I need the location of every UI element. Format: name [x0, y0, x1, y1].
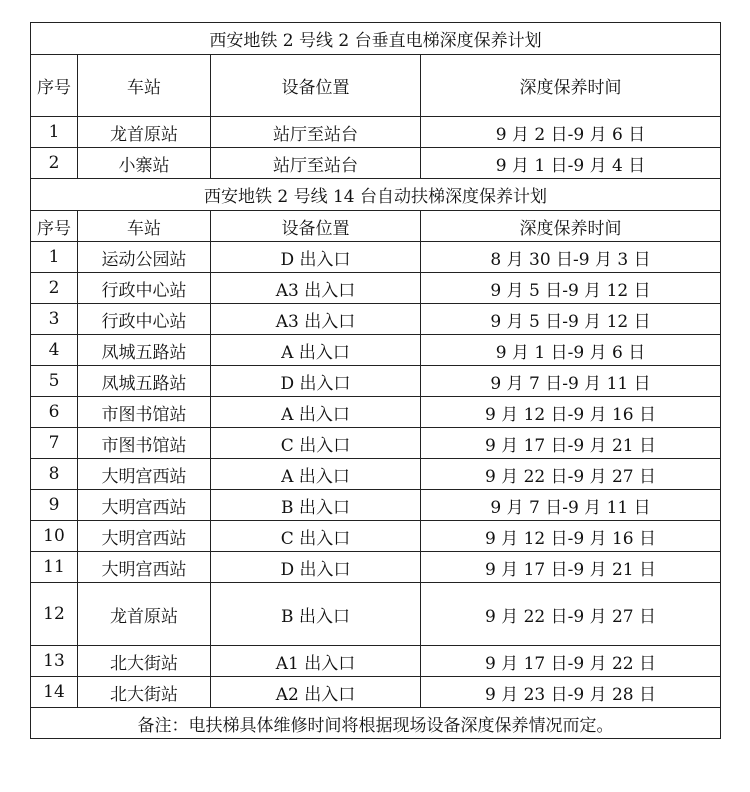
row-location: A 出入口 — [211, 335, 421, 366]
row-location: A2 出入口 — [211, 677, 421, 708]
row-time: 9 月 23 日-9 月 28 日 — [421, 677, 721, 708]
row-time: 9 月 12 日-9 月 16 日 — [421, 521, 721, 552]
header-index: 序号 — [31, 211, 78, 242]
table-row — [31, 459, 721, 490]
row-index: 10 — [31, 521, 78, 552]
table-row — [31, 552, 721, 583]
table-row — [31, 646, 721, 677]
header-station: 车站 — [78, 55, 211, 117]
row-index: 5 — [31, 366, 78, 397]
row-station: 北大街站 — [78, 646, 211, 677]
row-location: D 出入口 — [211, 242, 421, 273]
table-row — [31, 117, 721, 148]
row-station: 市图书馆站 — [78, 397, 211, 428]
table-row — [31, 335, 721, 366]
row-time: 9 月 1 日-9 月 6 日 — [421, 335, 721, 366]
row-station: 市图书馆站 — [78, 428, 211, 459]
row-station: 小寨站 — [78, 148, 211, 179]
row-station: 大明宫西站 — [78, 459, 211, 490]
row-index: 4 — [31, 335, 78, 366]
row-time: 8 月 30 日-9 月 3 日 — [421, 242, 721, 273]
elevator-plan-title-row — [31, 23, 721, 55]
row-station: 凤城五路站 — [78, 335, 211, 366]
row-station: 行政中心站 — [78, 273, 211, 304]
row-station: 大明宫西站 — [78, 521, 211, 552]
row-index: 12 — [31, 583, 78, 646]
row-location: B 出入口 — [211, 490, 421, 521]
escalator-header-row — [31, 211, 721, 242]
row-station: 凤城五路站 — [78, 366, 211, 397]
header-location: 设备位置 — [211, 211, 421, 242]
row-index: 2 — [31, 273, 78, 304]
row-time: 9 月 22 日-9 月 27 日 — [421, 583, 721, 646]
escalator-plan-title-row — [31, 179, 721, 211]
row-location: D 出入口 — [211, 552, 421, 583]
row-location: 站厅至站台 — [211, 148, 421, 179]
table-row — [31, 428, 721, 459]
footnote: 备注：电扶梯具体维修时间将根据现场设备深度保养情况而定。 — [31, 708, 721, 739]
table-row — [31, 366, 721, 397]
table-row — [31, 521, 721, 552]
elevator-plan-title: 西安地铁 2 号线 2 台垂直电梯深度保养计划 — [31, 23, 721, 55]
row-time: 9 月 5 日-9 月 12 日 — [421, 273, 721, 304]
elevator-header-row — [31, 55, 721, 117]
row-location: C 出入口 — [211, 428, 421, 459]
row-index: 6 — [31, 397, 78, 428]
table-row — [31, 490, 721, 521]
row-index: 13 — [31, 646, 78, 677]
escalator-plan-title: 西安地铁 2 号线 14 台自动扶梯深度保养计划 — [31, 179, 721, 211]
row-station: 运动公园站 — [78, 242, 211, 273]
row-time: 9 月 17 日-9 月 21 日 — [421, 428, 721, 459]
row-time: 9 月 22 日-9 月 27 日 — [421, 459, 721, 490]
table-row — [31, 304, 721, 335]
table-row — [31, 148, 721, 179]
header-time: 深度保养时间 — [421, 211, 721, 242]
row-time: 9 月 17 日-9 月 22 日 — [421, 646, 721, 677]
row-time: 9 月 17 日-9 月 21 日 — [421, 552, 721, 583]
row-station: 北大街站 — [78, 677, 211, 708]
note-row — [31, 708, 721, 739]
row-station: 大明宫西站 — [78, 552, 211, 583]
row-location: A3 出入口 — [211, 273, 421, 304]
header-station: 车站 — [78, 211, 211, 242]
row-location: D 出入口 — [211, 366, 421, 397]
row-index: 2 — [31, 148, 78, 179]
row-location: A 出入口 — [211, 397, 421, 428]
row-index: 3 — [31, 304, 78, 335]
row-index: 8 — [31, 459, 78, 490]
row-location: A1 出入口 — [211, 646, 421, 677]
row-time: 9 月 2 日-9 月 6 日 — [421, 117, 721, 148]
table-row — [31, 397, 721, 428]
row-index: 11 — [31, 552, 78, 583]
header-location: 设备位置 — [211, 55, 421, 117]
table-row — [31, 242, 721, 273]
table-row — [31, 583, 721, 646]
row-index: 1 — [31, 242, 78, 273]
row-station: 龙首原站 — [78, 117, 211, 148]
row-index: 14 — [31, 677, 78, 708]
row-time: 9 月 7 日-9 月 11 日 — [421, 366, 721, 397]
table-row — [31, 273, 721, 304]
row-location: 站厅至站台 — [211, 117, 421, 148]
row-station: 行政中心站 — [78, 304, 211, 335]
row-index: 1 — [31, 117, 78, 148]
row-location: B 出入口 — [211, 583, 421, 646]
row-time: 9 月 12 日-9 月 16 日 — [421, 397, 721, 428]
row-time: 9 月 7 日-9 月 11 日 — [421, 490, 721, 521]
row-station: 大明宫西站 — [78, 490, 211, 521]
row-time: 9 月 5 日-9 月 12 日 — [421, 304, 721, 335]
row-location: A3 出入口 — [211, 304, 421, 335]
row-station: 龙首原站 — [78, 583, 211, 646]
header-time: 深度保养时间 — [421, 55, 721, 117]
row-time: 9 月 1 日-9 月 4 日 — [421, 148, 721, 179]
header-index: 序号 — [31, 55, 78, 117]
row-location: C 出入口 — [211, 521, 421, 552]
row-index: 7 — [31, 428, 78, 459]
row-location: A 出入口 — [211, 459, 421, 490]
table-row — [31, 677, 721, 708]
maintenance-schedule-table — [30, 22, 721, 739]
row-index: 9 — [31, 490, 78, 521]
